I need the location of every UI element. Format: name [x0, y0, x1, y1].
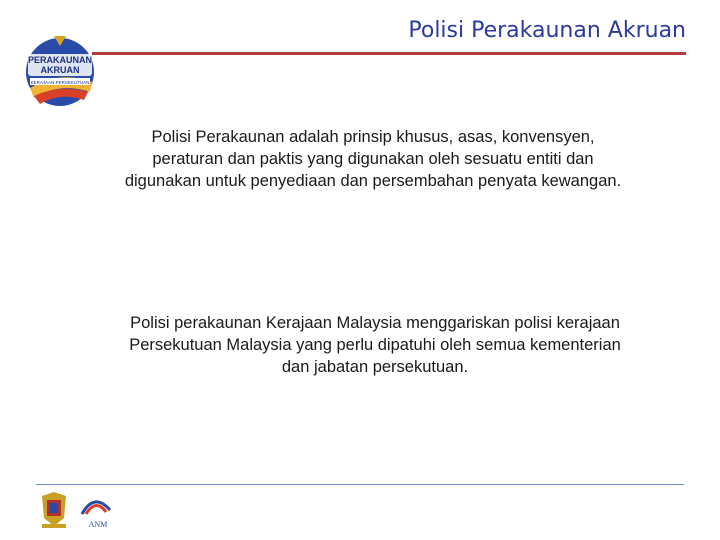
- perakaunan-akruan-logo: [20, 30, 100, 110]
- malaysia-coat-of-arms-icon: [42, 492, 66, 528]
- anm-label: ANM: [88, 520, 108, 529]
- slide-title: Polisi Perakaunan Akruan: [408, 18, 686, 43]
- footer-logos: [36, 488, 126, 532]
- svg-text:AKRUAN: AKRUAN: [40, 65, 80, 75]
- paragraph-government-policy: Polisi perakaunan Kerajaan Malaysia menggariskan polisi kerajaan Persekutuan Malaysia yang perlu dipatuhi oleh semua kementerian dan jabatan persekutuan.: [129, 314, 621, 376]
- paragraph-definition: Polisi Perakaunan adalah prinsip khusus, asas, konvensyen, peraturan dan paktis yang digunakan oleh sesuatu entiti dan digunakan untuk penyediaan dan persembahan penyata kewangan.: [124, 128, 622, 190]
- title-divider: [92, 52, 686, 55]
- svg-text:KERAJAAN PERSEKUTUAN: KERAJAAN PERSEKUTUAN: [30, 80, 90, 85]
- footer-divider: [36, 484, 684, 485]
- svg-text:PERAKAUNAN: PERAKAUNAN: [27, 55, 93, 65]
- anm-logo-icon: [82, 502, 110, 514]
